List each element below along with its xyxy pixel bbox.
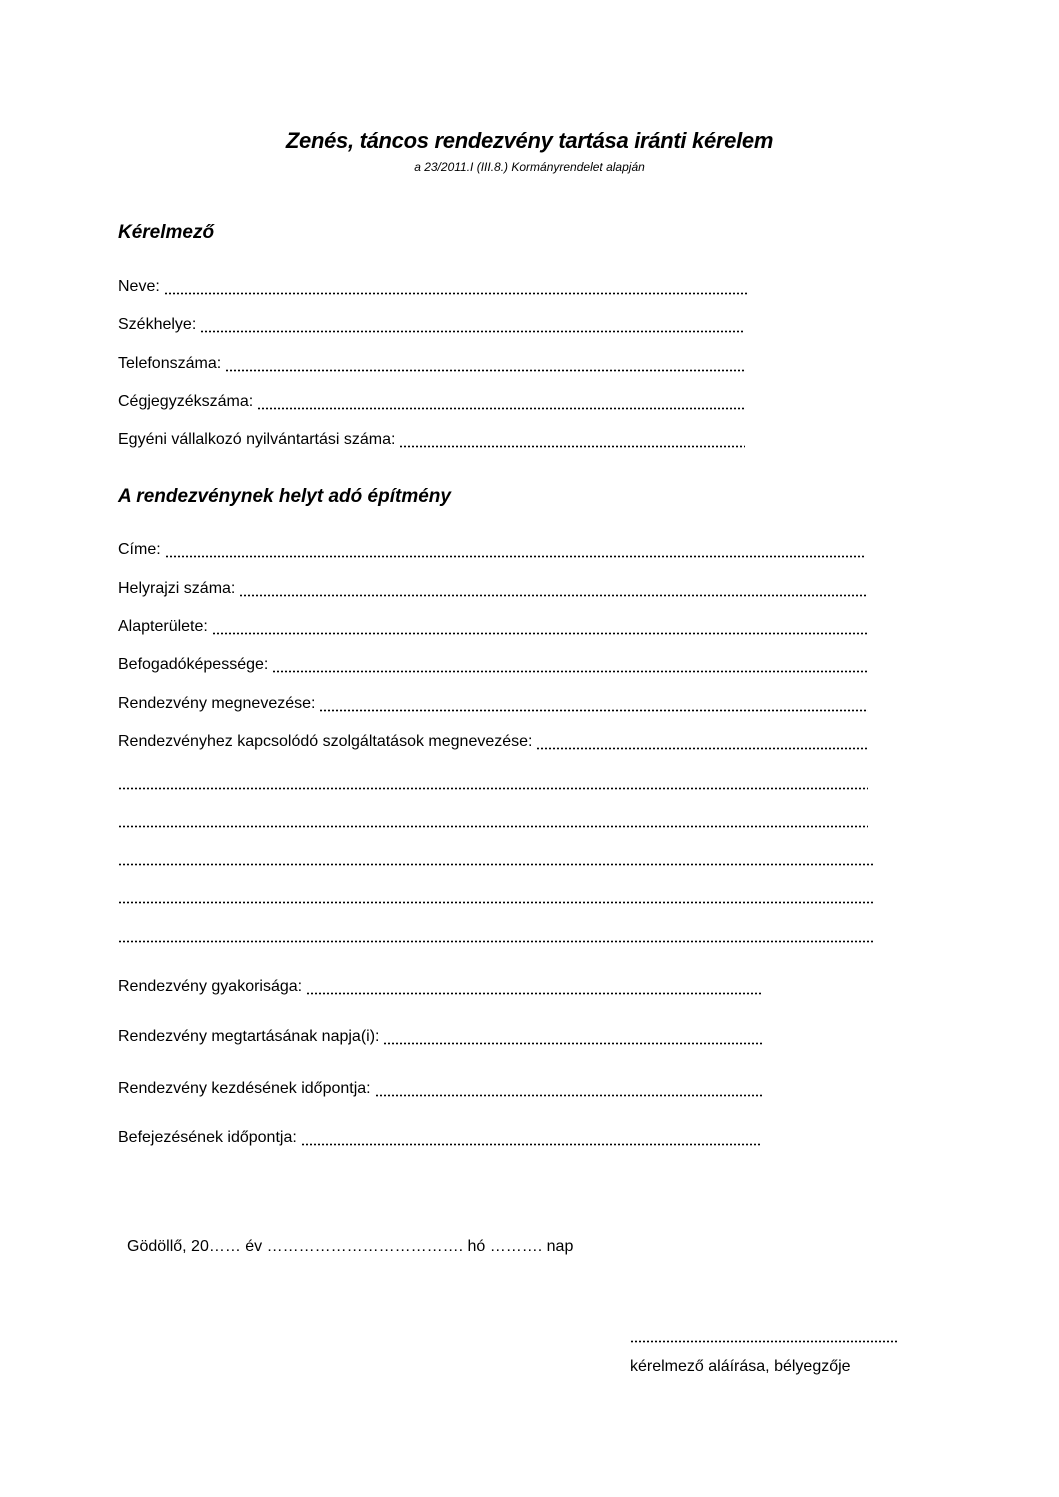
field-label: Rendezvény kezdésének időpontja:	[118, 1080, 371, 1097]
services-continuation-line[interactable]	[118, 773, 868, 795]
field-label: Neve:	[118, 278, 160, 295]
dotted-line	[272, 670, 868, 673]
field-start-time[interactable]	[118, 1080, 762, 1102]
field-name[interactable]	[118, 278, 748, 300]
dotted-line	[118, 787, 868, 790]
dotted-line	[257, 407, 745, 410]
services-continuation-line[interactable]	[118, 849, 873, 871]
field-event-days[interactable]	[118, 1028, 762, 1050]
field-label: Rendezvényhez kapcsolódó szolgáltatások megnevezése:	[118, 733, 533, 750]
dotted-line	[118, 901, 873, 904]
signature-line[interactable]	[630, 1326, 898, 1348]
dotted-line	[118, 863, 873, 866]
dotted-line	[399, 445, 745, 448]
document-title: Zenés, táncos rendezvény tartása iránti kérelem	[285, 128, 774, 153]
field-event-name[interactable]	[118, 695, 868, 717]
field-frequency[interactable]	[118, 978, 762, 1000]
signature-label: kérelmező aláírása, bélyegzője	[630, 1358, 851, 1375]
field-company-reg[interactable]	[118, 393, 745, 415]
dotted-line	[118, 940, 873, 943]
dotted-line	[239, 594, 868, 597]
dotted-line	[630, 1340, 898, 1343]
dotted-line	[319, 709, 868, 712]
field-label: Cégjegyzékszáma:	[118, 393, 254, 410]
field-label: Befejezésének időpontja:	[118, 1129, 297, 1146]
section-heading-applicant: Kérelmező	[118, 222, 215, 243]
field-label: Befogadóképessége:	[118, 656, 269, 673]
dotted-line	[301, 1143, 762, 1146]
field-label: Rendezvény megnevezése:	[118, 695, 316, 712]
field-sole-trader-reg[interactable]	[118, 431, 745, 453]
services-continuation-line[interactable]	[118, 811, 868, 833]
dotted-line	[212, 632, 868, 635]
field-label: Alapterülete:	[118, 618, 208, 635]
dotted-line	[118, 825, 868, 828]
dotted-line	[225, 369, 745, 372]
field-floor-area[interactable]	[118, 618, 868, 640]
field-end-time[interactable]	[118, 1129, 762, 1151]
field-label: Telefonszáma:	[118, 355, 222, 372]
services-continuation-line[interactable]	[118, 926, 873, 948]
field-seat[interactable]	[118, 316, 745, 338]
field-label: Helyrajzi száma:	[118, 580, 236, 597]
field-label: Egyéni vállalkozó nyilvántartási száma:	[118, 431, 396, 448]
field-label: Rendezvény megtartásának napja(i):	[118, 1028, 380, 1045]
field-services[interactable]	[118, 733, 868, 755]
dotted-line	[383, 1042, 762, 1045]
dotted-line	[306, 992, 762, 995]
field-address[interactable]	[118, 541, 866, 563]
field-parcel-number[interactable]	[118, 580, 868, 602]
dotted-line	[536, 747, 868, 750]
section-heading-venue: A rendezvénynek helyt adó építmény	[118, 486, 451, 507]
dotted-line	[200, 330, 745, 333]
field-label: Rendezvény gyakorisága:	[118, 978, 303, 995]
dotted-line	[375, 1094, 762, 1097]
document-subtitle: a 23/2011.I (III.8.) Kormányrendelet alapján	[414, 160, 645, 174]
dotted-line	[164, 292, 748, 295]
field-capacity[interactable]	[118, 656, 868, 678]
date-line[interactable]: Gödöllő, 20…… év ………………………………. hó ………. nap	[127, 1238, 574, 1255]
field-label: Címe:	[118, 541, 161, 558]
field-label: Székhelye:	[118, 316, 197, 333]
field-phone[interactable]	[118, 355, 745, 377]
dotted-line	[165, 555, 866, 558]
services-continuation-line[interactable]	[118, 887, 873, 909]
